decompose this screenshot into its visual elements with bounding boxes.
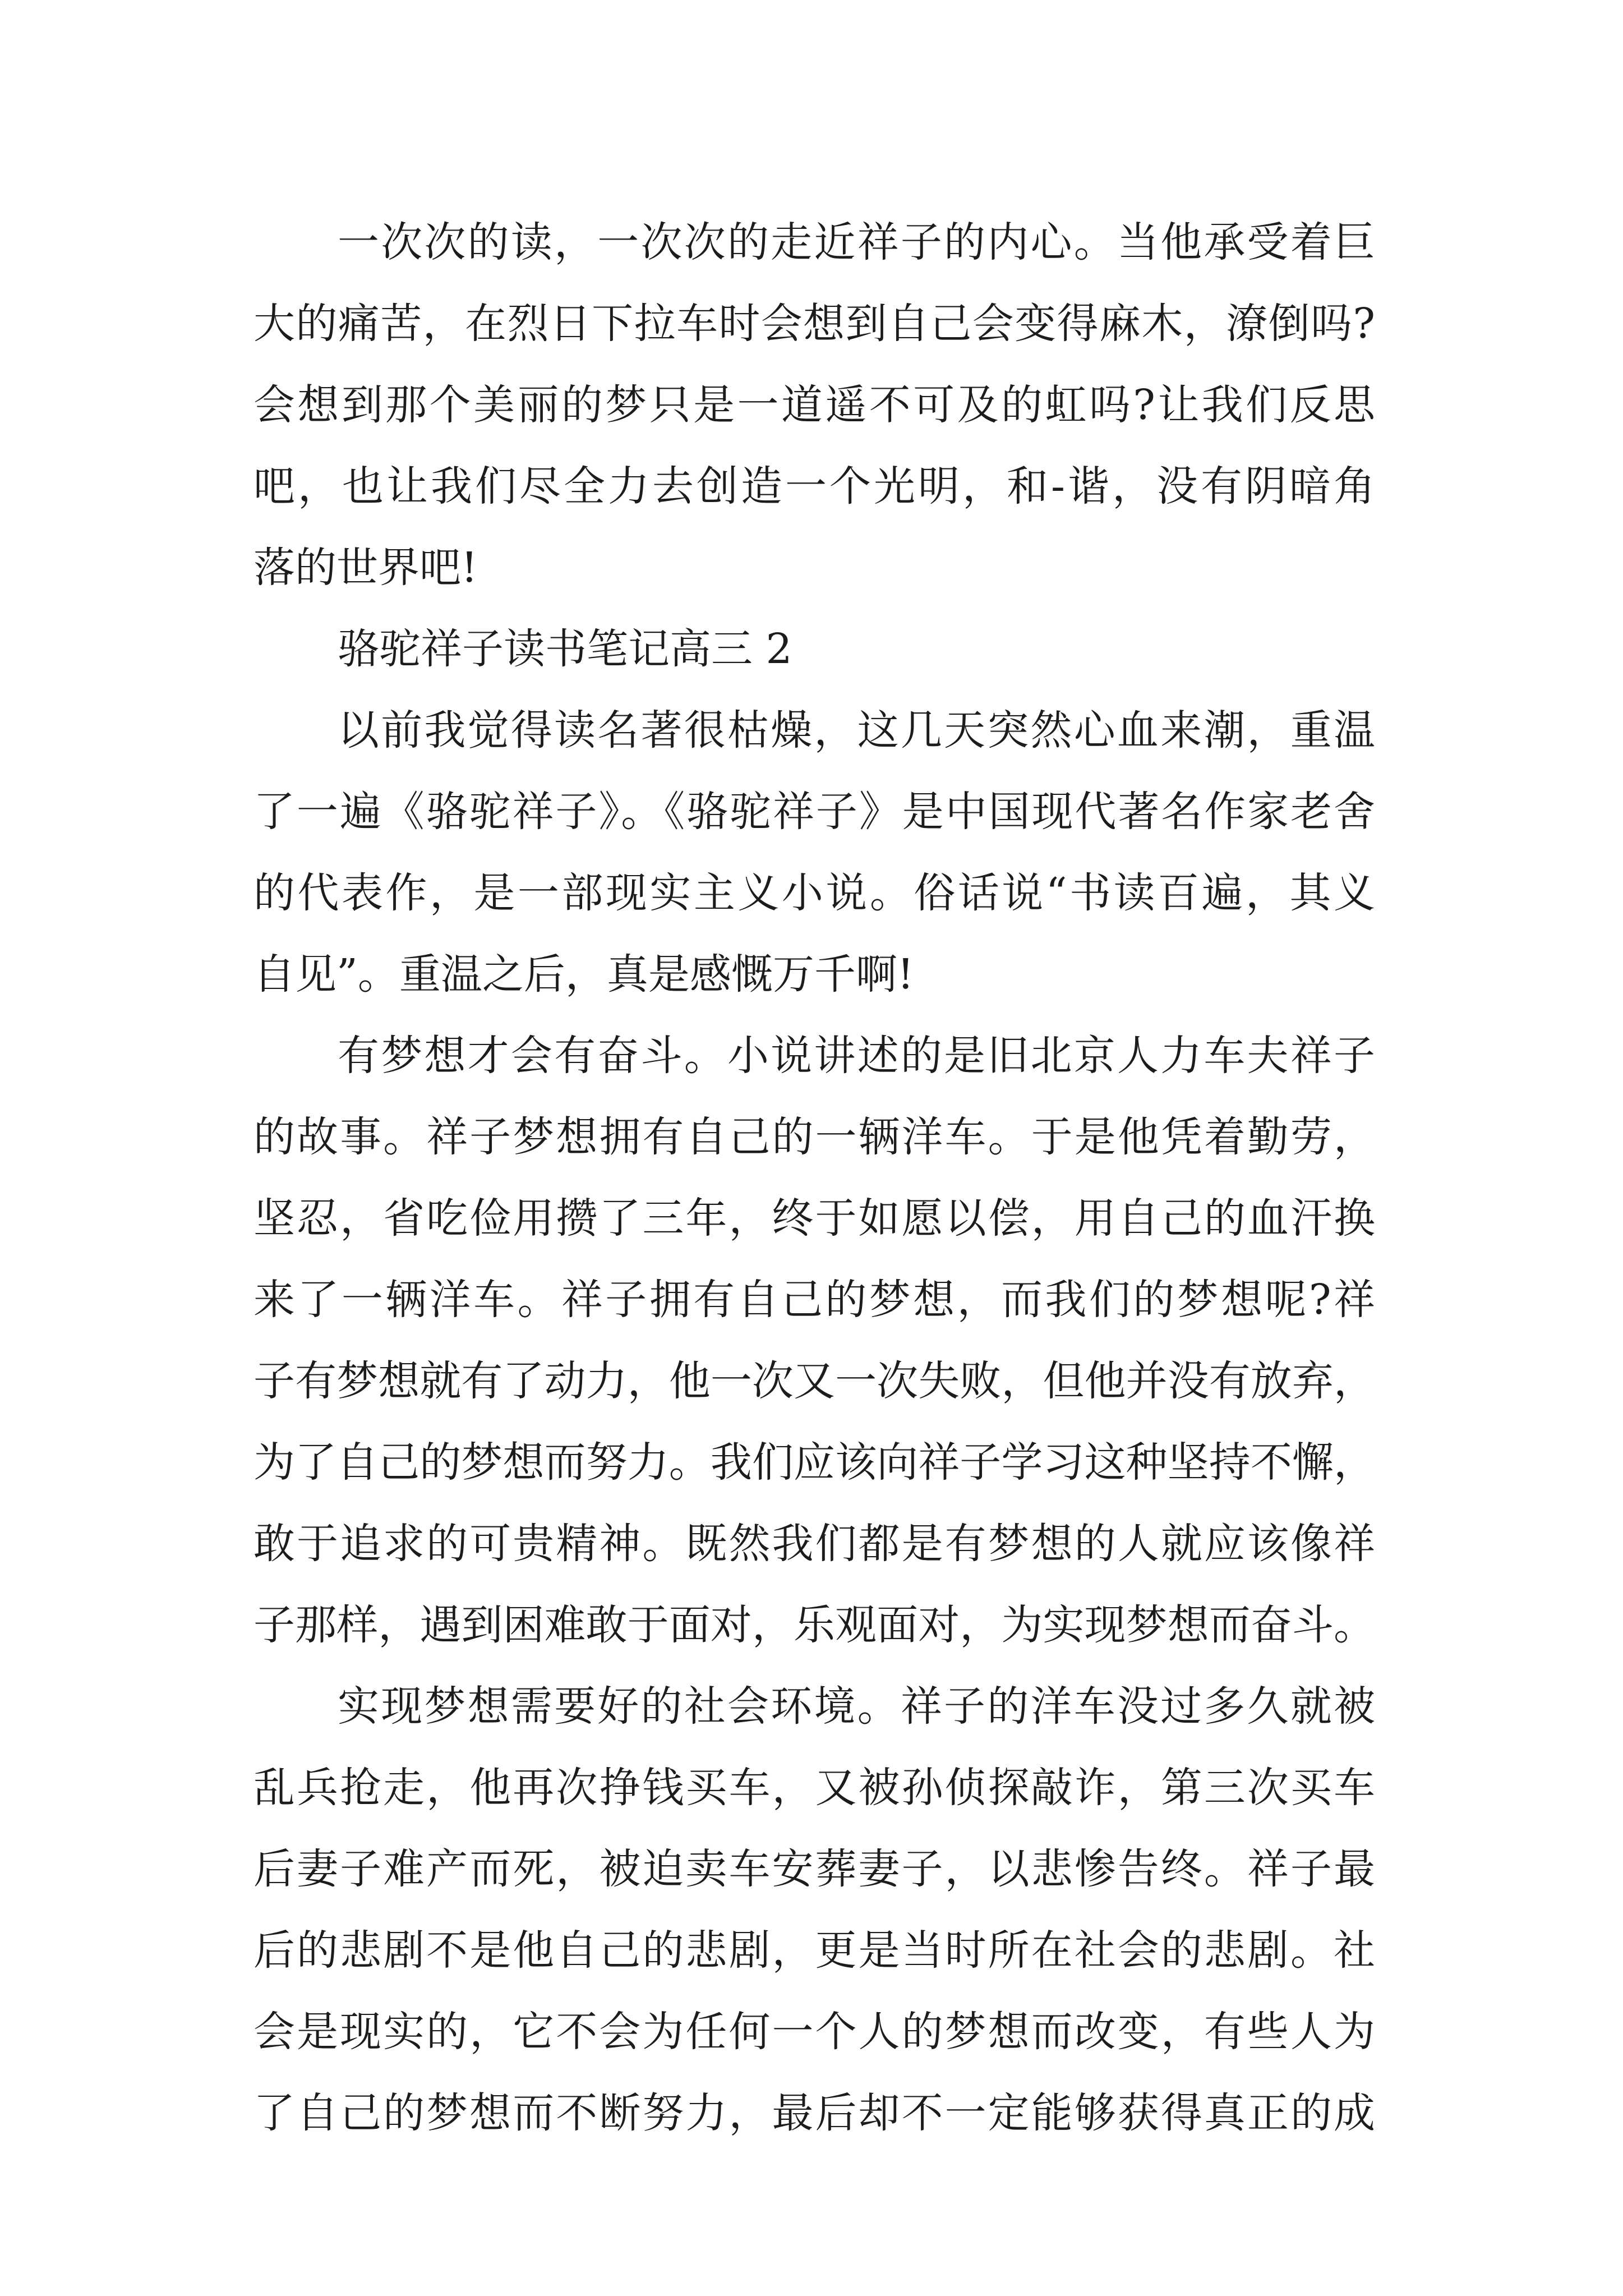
text-line: 乱兵抢走，他再次挣钱买车，又被孙侦探敲诈，第三次买车	[253, 1764, 1375, 1812]
text-line: 落的世界吧!	[253, 544, 478, 592]
document-body	[253, 202, 1375, 2154]
text-line: 自见”。重温之后，真是感慨万千啊!	[253, 950, 914, 999]
paragraph-2	[253, 690, 1375, 1015]
section-heading: 骆驼祥子读书笔记高三 2	[338, 625, 792, 673]
paragraph-1	[253, 202, 1375, 609]
text-line: 会想到那个美丽的梦只是一道遥不可及的虹吗?让我们反思	[253, 381, 1375, 429]
text-line: 大的痛苦，在烈日下拉车时会想到自己会变得麻木，潦倒吗?	[253, 300, 1375, 348]
paragraph-4	[253, 1666, 1375, 2154]
text-line: 来了一辆洋车。祥子拥有自己的梦想，而我们的梦想呢?祥	[253, 1276, 1375, 1324]
text-line: 了一遍《骆驼祥子》。《骆驼祥子》是中国现代著名作家老舍	[253, 788, 1375, 836]
paragraph-3	[253, 1015, 1375, 1666]
text-line: 实现梦想需要好的社会环境。祥子的洋车没过多久就被	[338, 1682, 1375, 1731]
text-line: 吧，也让我们尽全力去创造一个光明，和-谐，没有阴暗角	[253, 462, 1375, 510]
text-line: 的代表作，是一部现实主义小说。俗话说“书读百遍，其义	[253, 869, 1375, 917]
text-line: 子那样，遇到困难敢于面对，乐观面对，为实现梦想而奋斗。	[253, 1601, 1375, 1649]
text-line: 会是现实的，它不会为任何一个人的梦想而改变，有些人为	[253, 2008, 1375, 2056]
text-line: 敢于追求的可贵精神。既然我们都是有梦想的人就应该像祥	[253, 1520, 1375, 1568]
text-line: 为了自己的梦想而努力。我们应该向祥子学习这种坚持不懈，	[253, 1438, 1375, 1487]
text-line: 一次次的读，一次次的走近祥子的内心。当他承受着巨	[338, 218, 1375, 266]
text-line: 了自己的梦想而不断努力，最后却不一定能够获得真正的成	[253, 2089, 1375, 2137]
text-line: 子有梦想就有了动力，他一次又一次失败，但他并没有放弃，	[253, 1357, 1375, 1405]
text-line: 的故事。祥子梦想拥有自己的一辆洋车。于是他凭着勤劳，	[253, 1113, 1375, 1161]
text-line: 以前我觉得读名著很枯燥，这几天突然心血来潮，重温	[338, 706, 1375, 754]
text-line: 后妻子难产而死，被迫卖车安葬妻子，以悲惨告终。祥子最	[253, 1845, 1375, 1893]
text-line: 后的悲剧不是他自己的悲剧，更是当时所在社会的悲剧。社	[253, 1926, 1375, 1975]
text-line: 有梦想才会有奋斗。小说讲述的是旧北京人力车夫祥子	[338, 1032, 1375, 1080]
text-line: 坚忍，省吃俭用攒了三年，终于如愿以偿，用自己的血汗换	[253, 1194, 1375, 1243]
